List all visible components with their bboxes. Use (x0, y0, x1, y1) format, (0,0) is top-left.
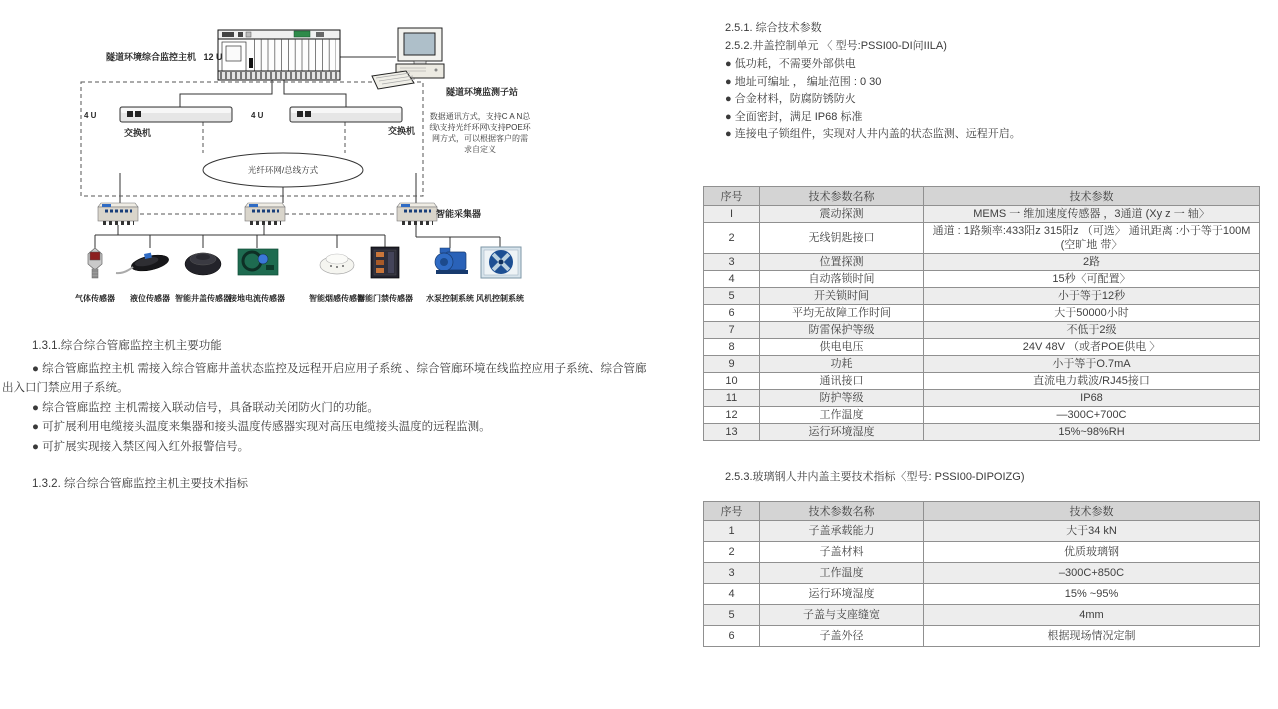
sensor-label-gas: 气体传感器 (75, 294, 115, 303)
bullet-item: ● 全面密封，满足 IP68 标准 (725, 110, 863, 123)
col-header-param-name: 技术参数名称 (760, 501, 924, 520)
table-cell: 根据现场情况定制 (924, 625, 1260, 646)
table-cell: 11 (704, 389, 760, 406)
table-cell: 子盖与支座缝宽 (760, 604, 924, 625)
table-cell: 开关锁时间 (760, 287, 924, 304)
table-cell: 6 (704, 625, 760, 646)
table-cell: 8 (704, 338, 760, 355)
table-header-row (704, 186, 1260, 205)
sensor-label-fan: 风机控制系统 (476, 294, 524, 303)
topology-diagram (0, 0, 660, 330)
fiber-ring-label: 光纤环网/总线方式 (247, 165, 319, 175)
smoke-sensor-icon (320, 254, 354, 274)
table-cell: 防雷保护等级 (760, 321, 924, 338)
table-cell: 15秒〈可配置〉 (924, 270, 1260, 287)
workstation-icon (372, 28, 444, 89)
bullet-item: ● 连接电子锁组件，实现对人井内盖的状态监测、远程开启。 (725, 128, 1021, 140)
table-cell: 2路 (924, 253, 1260, 270)
table-cell: 4mm (924, 604, 1260, 625)
bullet-item: ● 可扩展实现接入禁区闯入红外报警信号。 (32, 440, 250, 453)
table-cell: 2 (704, 541, 760, 562)
table-cell: 小于等于12秒 (924, 287, 1260, 304)
table-cell: 3 (704, 253, 760, 270)
main-host-u: 12 U (203, 52, 223, 62)
table-cell: 1 (704, 520, 760, 541)
table-cell: 10 (704, 372, 760, 389)
heading-2-5-3: 2.5.3.玻璃钢人井内盖主要技术指标〈型号: PSSI00-DIPOIZG) (725, 470, 1025, 483)
substation-label: 隧道环境监测子站 (446, 87, 519, 97)
col-header-index: 序号 (704, 501, 760, 520)
manhole-cover-sensor-icon (185, 253, 221, 275)
table-cell: 9 (704, 355, 760, 372)
table-row (704, 625, 1260, 646)
table-cell: 子盖承载能力 (760, 520, 924, 541)
table-cell: —300C+700C (924, 406, 1260, 423)
table-row (704, 304, 1260, 321)
table-cell: 子盖材料 (760, 541, 924, 562)
table-cell: –300C+850C (924, 562, 1260, 583)
table-cell: 通道 : 1路频率:433阳z 315阳z （可选〉 通讯距离 :小于等于100M (空旷地 带〉 (924, 222, 1260, 253)
col-header-param-value: 技术参数 (924, 501, 1260, 520)
table-cell: 子盖外径 (760, 625, 924, 646)
table-row (704, 270, 1260, 287)
table-header-row (704, 501, 1260, 520)
collector-box-1 (98, 203, 138, 223)
col-header-param-value: 技术参数 (924, 186, 1260, 205)
table-cell: 直流电力载波/RJ45接口 (924, 372, 1260, 389)
table-cell: 5 (704, 287, 760, 304)
table-cell: 优质玻璃钢 (924, 541, 1260, 562)
col-header-index: 序号 (704, 186, 760, 205)
collector-box-2 (245, 203, 285, 223)
table-cell: 7 (704, 321, 760, 338)
main-host-text: 隧道环境综合监控主机 (106, 52, 197, 62)
heading-1-3-1: 1.3.1.综合综合管廊监控主机主要功能 (32, 340, 222, 352)
table-cell: 12 (704, 406, 760, 423)
table-cell: 工作温度 (760, 406, 924, 423)
table-cell: 24V 48V （或者POE供电 〉 (924, 338, 1260, 355)
table-row (704, 406, 1260, 423)
gas-sensor-icon (88, 248, 102, 278)
table-row (704, 287, 1260, 304)
table-cell: 工作温度 (760, 562, 924, 583)
table-row (704, 205, 1260, 222)
table-cell: 3 (704, 562, 760, 583)
u-label-left: 4 U (84, 111, 97, 120)
rack-server-icon (218, 30, 340, 80)
table-row (704, 222, 1260, 253)
bullet-item: ● 可扩展利用电缆接头温度来集器和接头温度传感器实现对高压电缆接头温度的远程监测。 (32, 421, 491, 433)
bullet-item: ● 低功耗，不需要外部供电 (725, 58, 856, 70)
table-cell: 小于等于O.7mA (924, 355, 1260, 372)
col-header-param-name: 技术参数名称 (760, 186, 924, 205)
table-cell: 自动落锁时间 (760, 270, 924, 287)
main-host-label (106, 50, 223, 63)
sensor-label-liquid: 液位传感器 (130, 294, 170, 303)
table-cell: 6 (704, 304, 760, 321)
table-cell: 大于50000小时 (924, 304, 1260, 321)
water-pump-icon (435, 248, 468, 274)
table-cell: 防护等级 (760, 389, 924, 406)
u-label-mid: 4 U (251, 111, 264, 120)
table-cell: I (704, 205, 760, 222)
table-cell: 13 (704, 423, 760, 440)
table-cell: 大于34 kN (924, 520, 1260, 541)
switch-right-label: 交换机 (388, 126, 416, 136)
table-row (704, 253, 1260, 270)
table-cell: 2 (704, 222, 760, 253)
table-row (704, 321, 1260, 338)
table-cell: 5 (704, 604, 760, 625)
spec-table-cover-control (703, 186, 1260, 441)
table-row (704, 583, 1260, 604)
table-row (704, 355, 1260, 372)
table-cell: 无线钥匙接口 (760, 222, 924, 253)
right-panel (703, 20, 1263, 647)
table-row (704, 520, 1260, 541)
table-row (704, 562, 1260, 583)
table-cell: 不低于2级 (924, 321, 1260, 338)
table-cell: 功耗 (760, 355, 924, 372)
heading-2-5-2: 2.5.2.井盖控制单元 〈 型号:PSSI00-DI问IILA) (725, 40, 947, 52)
liquid-level-sensor-icon (116, 249, 170, 274)
switch-left-label: 交换机 (124, 128, 152, 138)
table-cell: 平均无故障工作时间 (760, 304, 924, 321)
dashed-lines (81, 82, 423, 214)
access-control-sensor-icon (371, 247, 399, 278)
table-cell: 通讯接口 (760, 372, 924, 389)
table-row (704, 389, 1260, 406)
collector-box-3 (397, 203, 437, 223)
switch-right-icon (290, 107, 402, 122)
table-cell: 运行环境湿度 (760, 423, 924, 440)
comm-note: 数据通讯方式，支持C A N总线\支持光纤环网\支持POE环网方式，可以根据客户的需求自定义 (429, 112, 531, 154)
table-cell: 供电电压 (760, 338, 924, 355)
table-row (704, 423, 1260, 440)
bullet-item: ● 综合管廊监控 主机需接入联动信号，具备联动关闭防火门的功能。 (32, 401, 379, 414)
sensor-label-ground: 接地电流传感器 (229, 294, 285, 303)
table-cell: 15%~98%RH (924, 423, 1260, 440)
spec-table-frp-cover (703, 501, 1260, 647)
table-row (704, 372, 1260, 389)
sensor-label-manhole: 智能井盖传感器 (175, 294, 231, 303)
switch-left-icon (120, 107, 232, 122)
table-cell: 位置探测 (760, 253, 924, 270)
table-row (704, 338, 1260, 355)
sensor-label-door: 智能门禁传感器 (357, 294, 413, 303)
bullet-item: ● 综合管廊监控主机 需接入综合管廊井盖状态监控及远程开启应用子系统 、综合管廊环境在线监控应用子系统、综合管廊出入口门禁应用子系统。 (2, 362, 647, 394)
table-cell: 4 (704, 583, 760, 604)
bullet-item: ● 合金材料，防腐防锈防火 (725, 93, 856, 105)
fan-icon (481, 247, 521, 278)
table-cell: MEMS 一 维加速度传感器 ，3通道 (Xy z 一 轴〉 (924, 205, 1260, 222)
table-cell: 15% ~95% (924, 583, 1260, 604)
table-cell: 运行环境湿度 (760, 583, 924, 604)
table-row (704, 604, 1260, 625)
ground-current-sensor-icon (238, 249, 278, 275)
table-cell: 4 (704, 270, 760, 287)
left-text-panel (2, 337, 648, 495)
collector-label: 智能采集器 (436, 209, 482, 219)
sensor-label-pump: 水泵控制系统 (426, 294, 474, 303)
table-row (704, 541, 1260, 562)
sensor-label-smoke: 智能烟感传感器 (309, 294, 365, 303)
heading-1-3-2: 1.3.2. 综合综合管廊监控主机主要技术指标 (32, 478, 248, 490)
bullet-item: ● 地址可编址 ， 编址范围 : 0 30 (725, 75, 882, 88)
table-cell: 震动探测 (760, 205, 924, 222)
table-cell: IP68 (924, 389, 1260, 406)
heading-2-5-1: 2.5.1. 综合技术参数 (725, 22, 822, 34)
